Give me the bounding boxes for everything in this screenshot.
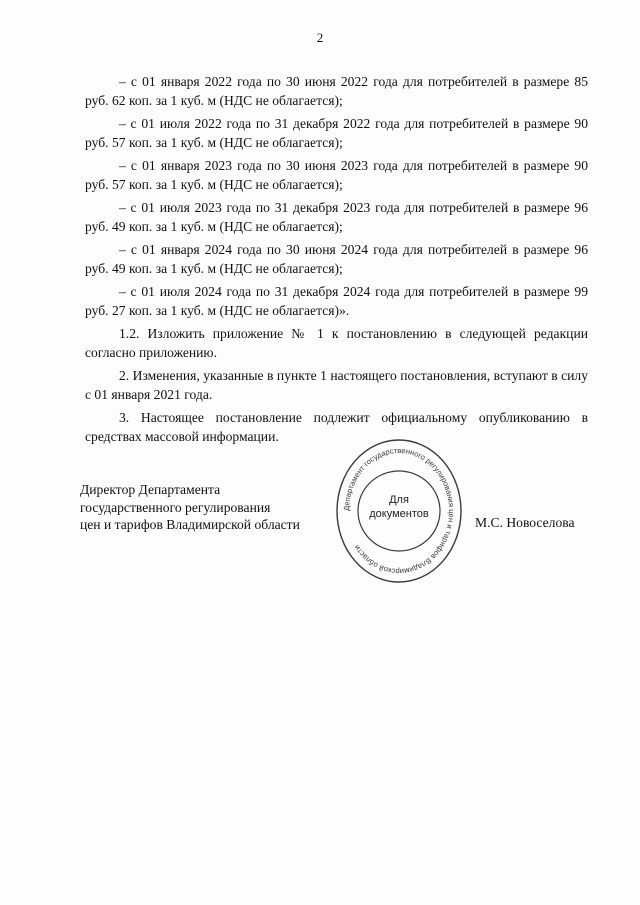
page-number: 2 xyxy=(316,30,324,45)
clause-2: 2. Изменения, указанные в пункте 1 настоящего постановления, вступают в силу с 01 января 2021 года. xyxy=(85,368,588,402)
tariff-period-2024-h2: – с 01 июля 2024 года по 31 декабря 2024 года для потребителей в размере 99 руб. 27 коп. за 1 куб. м (НДС не облагается)». xyxy=(85,284,588,318)
seal-ring-text: Департамент государственного регулирования цен и тарифов Владимирской области xyxy=(341,445,457,577)
tariff-period-2023-h2: – с 01 июля 2023 года по 31 декабря 2023 года для потребителей в размере 96 руб. 49 коп. за 1 куб. м (НДС не облагается); xyxy=(85,200,588,234)
seal-center-line-1: Для xyxy=(389,494,409,506)
signatory-title-line-2: государственного регулирования xyxy=(80,499,271,515)
tariff-period-2022-h1: – с 01 января 2022 года по 30 июня 2022 года для потребителей в размере 85 руб. 62 коп. за 1 куб. м (НДС не облагается); xyxy=(85,74,588,108)
official-seal xyxy=(335,437,463,585)
tariff-period-2023-h1: – с 01 января 2023 года по 30 июня 2023 года для потребителей в размере 90 руб. 57 коп. за 1 куб. м (НДС не облагается); xyxy=(85,158,588,192)
tariff-period-2024-h1: – с 01 января 2024 года по 30 июня 2024 года для потребителей в размере 96 руб. 49 коп. за 1 куб. м (НДС не облагается); xyxy=(85,242,588,276)
signatory-name: М.С. Новоселова xyxy=(475,515,575,530)
clause-1-2: 1.2. Изложить приложение № 1 к постановлению в следующей редакции согласно приложению. xyxy=(85,326,588,360)
document-body xyxy=(85,73,588,451)
clause-3: 3. Настоящее постановление подлежит официальному опубликованию в средствах массовой информации. xyxy=(85,410,588,444)
signatory-position xyxy=(80,481,300,534)
seal-center-line-2: документов xyxy=(369,508,429,520)
signatory-title-line-1: Директор Департамента xyxy=(80,482,221,497)
tariff-period-2022-h2: – с 01 июля 2022 года по 31 декабря 2022 года для потребителей в размере 90 руб. 57 коп. за 1 куб. м (НДС не облагается); xyxy=(85,116,588,150)
signatory-title-line-3: цен и тарифов Владимирской области xyxy=(80,517,300,532)
